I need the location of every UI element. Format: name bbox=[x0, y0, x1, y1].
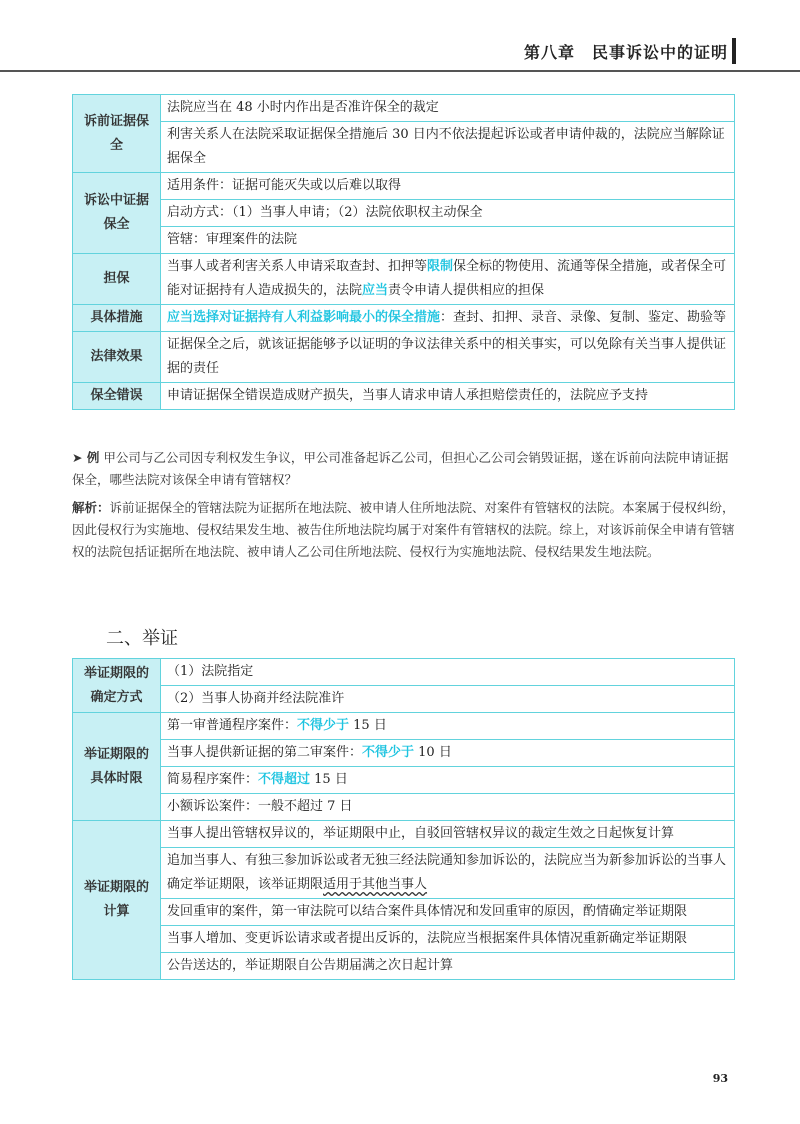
table-row bbox=[73, 953, 735, 980]
table-row bbox=[73, 740, 735, 767]
table-row bbox=[73, 305, 735, 332]
cell-text: 第一审普通程序案件： bbox=[167, 718, 298, 733]
table-cell: 当事人增加、变更诉讼请求或者提出反诉的，法院应当根据案件具体情况重新确定举证期限 bbox=[161, 926, 735, 953]
cell-text: 简易程序案件： bbox=[167, 772, 259, 787]
evidence-preservation-table bbox=[72, 94, 735, 410]
analysis-lead: 解析： bbox=[72, 500, 110, 515]
highlight-text: 不得少于 bbox=[297, 718, 350, 733]
cell-text: 15 日 bbox=[349, 718, 387, 733]
example-question-text: 甲公司与乙公司因专利权发生争议，甲公司准备起诉乙公司，但担心乙公司会销毁证据，遂在诉前向法院申请证据保全，哪些法院对该保全申请有管辖权？ bbox=[72, 450, 729, 487]
table-cell: 适用条件：证据可能灭失或以后难以取得 bbox=[161, 173, 735, 200]
table-cell: 启动方式：（1）当事人申请；（2）法院依职权主动保全 bbox=[161, 200, 735, 227]
row-header: 担保 bbox=[73, 254, 161, 305]
table-cell: 法院应当在 48 小时内作出是否准许保全的裁定 bbox=[161, 95, 735, 122]
table-cell bbox=[161, 848, 735, 899]
table-row bbox=[73, 122, 735, 173]
table-row bbox=[73, 767, 735, 794]
table-row bbox=[73, 227, 735, 254]
cell-text: 追加当事人、有独三参加诉讼或者无独三经法院通知参加诉讼的，法院应当为新参加诉讼的当事人确定举证期限，该举证期限 bbox=[167, 853, 727, 892]
row-header: 具体措施 bbox=[73, 305, 161, 332]
table-cell bbox=[161, 305, 735, 332]
row-header: 法律效果 bbox=[73, 332, 161, 383]
table-cell: 发回重审的案件，第一审法院可以结合案件具体情况和发回重审的原因，酌情确定举证期限 bbox=[161, 899, 735, 926]
table-row bbox=[73, 848, 735, 899]
example-question bbox=[72, 447, 735, 491]
section-title: 二、举证 bbox=[106, 628, 178, 649]
header-rule bbox=[0, 70, 800, 72]
table-row bbox=[73, 254, 735, 305]
page-number: 93 bbox=[712, 1072, 728, 1085]
row-header: 诉前证据保全 bbox=[73, 95, 161, 173]
table-cell: 利害关系人在法院采取证据保全措施后 30 日内不依法提起诉讼或者申请仲裁的，法院应当解除证据保全 bbox=[161, 122, 735, 173]
table-row bbox=[73, 383, 735, 410]
cell-text: 15 日 bbox=[310, 772, 348, 787]
table-row bbox=[73, 173, 735, 200]
table-cell bbox=[161, 740, 735, 767]
table-row bbox=[73, 200, 735, 227]
cell-text: 保全标的物使用、流通等保全措施，或者保全可能对证据持有人造成损失的，法院 bbox=[167, 259, 727, 298]
example-analysis bbox=[72, 497, 735, 563]
table-cell: 证据保全之后，就该证据能够予以证明的争议法律关系中的相关事实，可以免除有关当事人提供证据的责任 bbox=[161, 332, 735, 383]
table-row bbox=[73, 659, 735, 686]
cell-text: 10 日 bbox=[414, 745, 452, 760]
chapter-marker-bar bbox=[732, 38, 736, 64]
cell-text: ：查封、扣押、录音、录像、复制、鉴定、勘验等 bbox=[440, 310, 727, 325]
table-cell: （2）当事人协商并经法院准许 bbox=[161, 686, 735, 713]
row-header: 举证期限的具体时限 bbox=[73, 713, 161, 821]
highlight-text: 应当 bbox=[362, 283, 389, 298]
highlight-text: 限制 bbox=[427, 259, 454, 274]
table-row bbox=[73, 794, 735, 821]
highlight-text: 不得少于 bbox=[362, 745, 415, 760]
cell-text: 当事人提供新证据的第二审案件： bbox=[167, 745, 363, 760]
table-row bbox=[73, 332, 735, 383]
highlight-text: 不得超过 bbox=[258, 772, 311, 787]
table-cell bbox=[161, 254, 735, 305]
table-row bbox=[73, 713, 735, 740]
table-row bbox=[73, 821, 735, 848]
row-header: 诉讼中证据保全 bbox=[73, 173, 161, 254]
row-header: 保全错误 bbox=[73, 383, 161, 410]
highlight-text: 应当选择对证据持有人利益影响最小的保全措施 bbox=[167, 310, 441, 325]
table-row bbox=[73, 926, 735, 953]
table-cell: 管辖：审理案件的法院 bbox=[161, 227, 735, 254]
table-cell bbox=[161, 767, 735, 794]
table-cell: 当事人提出管辖权异议的，举证期限中止，自驳回管辖权异议的裁定生效之日起恢复计算 bbox=[161, 821, 735, 848]
example-lead: ➤ 例 bbox=[72, 450, 100, 465]
row-header: 举证期限的计算 bbox=[73, 821, 161, 980]
table-cell: 小额诉讼案件：一般不超过 7 日 bbox=[161, 794, 735, 821]
row-header: 举证期限的确定方式 bbox=[73, 659, 161, 713]
chapter-title: 第八章 民事诉讼中的证明 bbox=[523, 43, 728, 62]
proof-period-table bbox=[72, 658, 735, 980]
table-cell: 申请证据保全错误造成财产损失，当事人请求申请人承担赔偿责任的，法院应予支持 bbox=[161, 383, 735, 410]
analysis-text: 诉前证据保全的管辖法院为证据所在地法院、被申请人住所地法院、对案件有管辖权的法院。本案属于侵权纠纷，因此侵权行为实施地、侵权结果发生地、被告住所地法院均属于对案件有管辖权的法院。综上，对该诉前保全申请有管辖权的法院包括证据所在地法院、被申请人乙公司住所地法院、侵权行为实施地法院、侵权结果发生地法院。 bbox=[72, 500, 735, 559]
wavy-underlined-text: 适用于其他当事人 bbox=[323, 877, 428, 892]
table-row bbox=[73, 899, 735, 926]
table-cell: 公告送达的，举证期限自公告期届满之次日起计算 bbox=[161, 953, 735, 980]
cell-text: 责令申请人提供相应的担保 bbox=[388, 283, 545, 298]
table-row bbox=[73, 686, 735, 713]
table-row bbox=[73, 95, 735, 122]
table-cell bbox=[161, 713, 735, 740]
cell-text: 当事人或者利害关系人申请采取查封、扣押等 bbox=[167, 259, 428, 274]
table-cell: （1）法院指定 bbox=[161, 659, 735, 686]
